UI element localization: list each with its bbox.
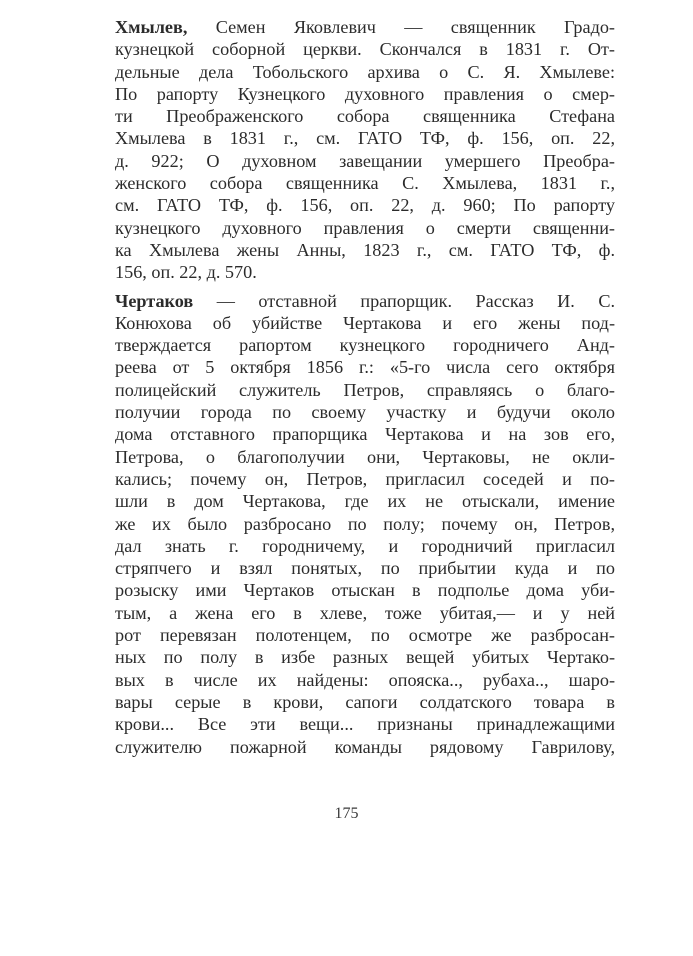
- entry-head: Хмылев,: [115, 17, 188, 37]
- text-line: кузнецкой соборной церкви. Скончался в 1831 г. От-: [115, 39, 615, 60]
- entry-khmylev: [115, 16, 615, 284]
- text-line: 156, оп. 22, д. 570.: [115, 262, 257, 283]
- text-line: [115, 290, 615, 312]
- document-page: [115, 16, 615, 764]
- text-line: Петрова, о благополучии они, Чертаковы, не окли-: [115, 446, 615, 467]
- entry-chertakov: [115, 290, 615, 758]
- text-line: дал знать г. городничему, и городничий пригласил: [115, 535, 615, 556]
- page-number: 175: [334, 805, 359, 822]
- text-line: женского собора священника С. Хмылева, 1831 г.,: [115, 173, 615, 194]
- text-line: кались; почему он, Петров, пригласил соседей и по-: [115, 468, 615, 489]
- text-line: же их было разбросано по полу; почему он, Петров,: [115, 513, 615, 534]
- text-line: служителю пожарной команды рядовому Гаврилову,: [115, 736, 615, 757]
- text-line: [115, 16, 615, 38]
- entry-text: — отставной прапорщик. Рассказ И. С.: [193, 290, 615, 311]
- text-line: вары серые в крови, сапоги солдатского товара в: [115, 691, 615, 712]
- text-line: полицейский служитель Петров, справляясь о благо-: [115, 379, 615, 400]
- text-line: дельные дела Тобольского архива о С. Я. Хмылеве:: [115, 61, 615, 82]
- text-line: тверждается рапортом кузнецкого городничего Анд-: [115, 335, 615, 356]
- text-line: см. ГАТО ТФ, ф. 156, оп. 22, д. 960; По рапорту: [115, 195, 615, 216]
- text-line: тым, а жена его в хлеве, тоже убитая,— и у ней: [115, 602, 615, 623]
- text-line: розыску ими Чертаков отыскан в подполье дома уби-: [115, 580, 615, 601]
- text-line: дома отставного прапорщика Чертакова и на зов его,: [115, 424, 615, 445]
- text-line: ка Хмылева жены Анны, 1823 г., см. ГАТО ТФ, ф.: [115, 239, 615, 260]
- text-line: стряпчего и взял понятых, по прибытии куда и по: [115, 558, 615, 579]
- text-line: крови... Все эти вещи... признаны принадлежащими: [115, 714, 615, 735]
- text-line: получии города по своему участку и будучи около: [115, 402, 615, 423]
- text-line: д. 922; О духовном завещании умершего Преобра-: [115, 150, 615, 171]
- text-line: По рапорту Кузнецкого духовного правления о смер-: [115, 83, 615, 104]
- text-line: шли в дом Чертакова, где их не отыскали, имение: [115, 491, 615, 512]
- entry-text: Семен Яковлевич — священник Градо-: [187, 17, 615, 37]
- entry-head: Чертаков: [115, 290, 194, 311]
- text-line: вых в числе их найдены: опояска.., рубаха.., шаро-: [115, 669, 615, 690]
- text-line: кузнецкого духовного правления о смерти священни-: [115, 217, 615, 238]
- text-line: Хмылева в 1831 г., см. ГАТО ТФ, ф. 156, оп. 22,: [115, 128, 615, 149]
- text-line: реева от 5 октября 1856 г.: «5-го числа сего октября: [115, 357, 615, 378]
- text-line: Конюхова об убийстве Чертакова и его жены под-: [115, 312, 615, 333]
- text-line: ных по полу в избе разных вещей убитых Чертако-: [115, 647, 615, 668]
- text-line: рот перевязан полотенцем, по осмотре же разбросан-: [115, 625, 615, 646]
- text-line: ти Преображенского собора священника Стефана: [115, 106, 615, 127]
